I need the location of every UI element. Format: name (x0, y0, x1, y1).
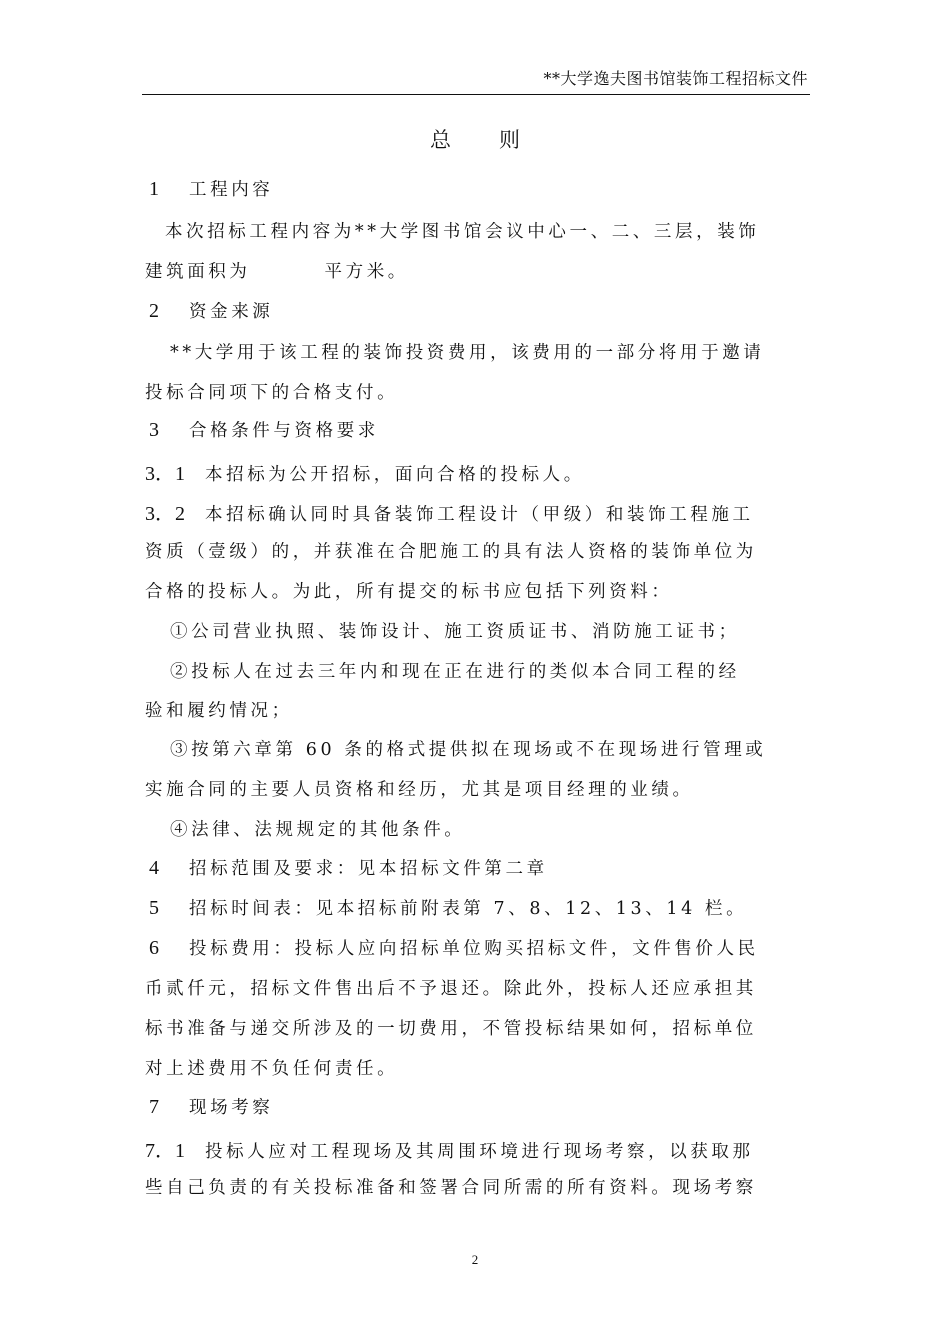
section-heading: 现场考察 (189, 1098, 274, 1118)
requirement-item-2-line-2: 验和履约情况； (145, 701, 293, 721)
subsection-number: 3．2 (145, 503, 185, 525)
section-heading: 资金来源 (189, 302, 274, 322)
section-1-para-line-2 (145, 258, 409, 283)
requirement-item-3-line-2: 实施合同的主要人员资格和经历，尤其是项目经理的业绩。 (145, 780, 694, 800)
section-5 (145, 895, 747, 920)
subsection-text: 投标人应对工程现场及其周围环境进行现场考察，以获取那 (205, 1142, 754, 1162)
area-label: 建筑面积为 (145, 262, 251, 282)
section-1-heading (145, 176, 273, 201)
section-7-heading (145, 1094, 273, 1119)
section-2-heading (145, 298, 273, 323)
subsection-text: 本招标为公开招标，面向合格的投标人。 (205, 465, 585, 485)
section-6-para-line-2: 标书准备与递交所涉及的一切费用，不管投标结果如何，招标单位 (145, 1019, 757, 1039)
section-6-para-line-3: 对上述费用不负任何责任。 (145, 1059, 399, 1079)
section-7-1 (145, 1134, 754, 1163)
section-2-para-line-2: 投标合同项下的合格支付。 (145, 383, 399, 403)
section-number: 5 (149, 897, 159, 919)
page-title: 总则 (430, 128, 568, 152)
requirement-item-2-line-1: ②投标人在过去三年内和现在正在进行的类似本合同工程的经 (170, 662, 740, 682)
section-3-para-line-2: 合格的投标人。为此，所有提交的标书应包括下列资料： (145, 582, 673, 602)
section-number: 2 (149, 300, 159, 322)
section-text: 招标时间表：见本招标前附表第 7、8、12、13、14 栏。 (189, 899, 748, 919)
section-heading: 工程内容 (189, 180, 274, 200)
section-number: 6 (149, 937, 159, 959)
section-text: 招标范围及要求：见本招标文件第二章 (189, 859, 548, 879)
page-number: 2 (471, 1252, 479, 1267)
section-1-para-line-1: 本次招标工程内容为**大学图书馆会议中心一、二、三层，装饰 (165, 222, 760, 242)
section-heading: 合格条件与资格要求 (189, 421, 379, 441)
subsection-number: 3．1 (145, 463, 185, 485)
requirement-item-3-line-1: ③按第六章第 60 条的格式提供拟在现场或不在现场进行管理或 (170, 740, 767, 760)
section-number: 4 (149, 857, 159, 879)
section-3-1 (145, 457, 585, 486)
section-number: 7 (149, 1096, 159, 1118)
subsection-text: 本招标确认同时具备装饰工程设计（甲级）和装饰工程施工 (205, 505, 754, 525)
section-6-para-line-1: 币贰仟元，招标文件售出后不予退还。除此外，投标人还应承担其 (145, 979, 757, 999)
section-3-2 (145, 497, 754, 526)
requirement-item-4: ④法律、法规规定的其他条件。 (170, 820, 466, 840)
section-4 (145, 855, 548, 880)
requirement-item-1: ①公司营业执照、装饰设计、施工资质证书、消防施工证书； (170, 622, 740, 642)
section-number: 1 (149, 178, 159, 200)
section-2-para-line-1: **大学用于该工程的装饰投资费用，该费用的一部分将用于邀请 (170, 343, 765, 363)
section-3-heading (145, 417, 379, 442)
section-6 (145, 935, 759, 960)
section-7-para-line-1: 些自己负责的有关投标准备和签署合同所需的所有资料。现场考察 (145, 1178, 757, 1198)
section-number: 3 (149, 419, 159, 441)
section-text: 投标费用：投标人应向招标单位购买招标文件，文件售价人民 (189, 939, 759, 959)
area-unit: 平方米。 (324, 262, 409, 282)
subsection-number: 7．1 (145, 1140, 185, 1162)
header-rule (142, 94, 810, 95)
section-3-para-line-1: 资质（壹级）的，并获准在合肥施工的具有法人资格的装饰单位为 (145, 542, 757, 562)
header-title: **大学逸夫图书馆装饰工程招标文件 (543, 69, 808, 88)
